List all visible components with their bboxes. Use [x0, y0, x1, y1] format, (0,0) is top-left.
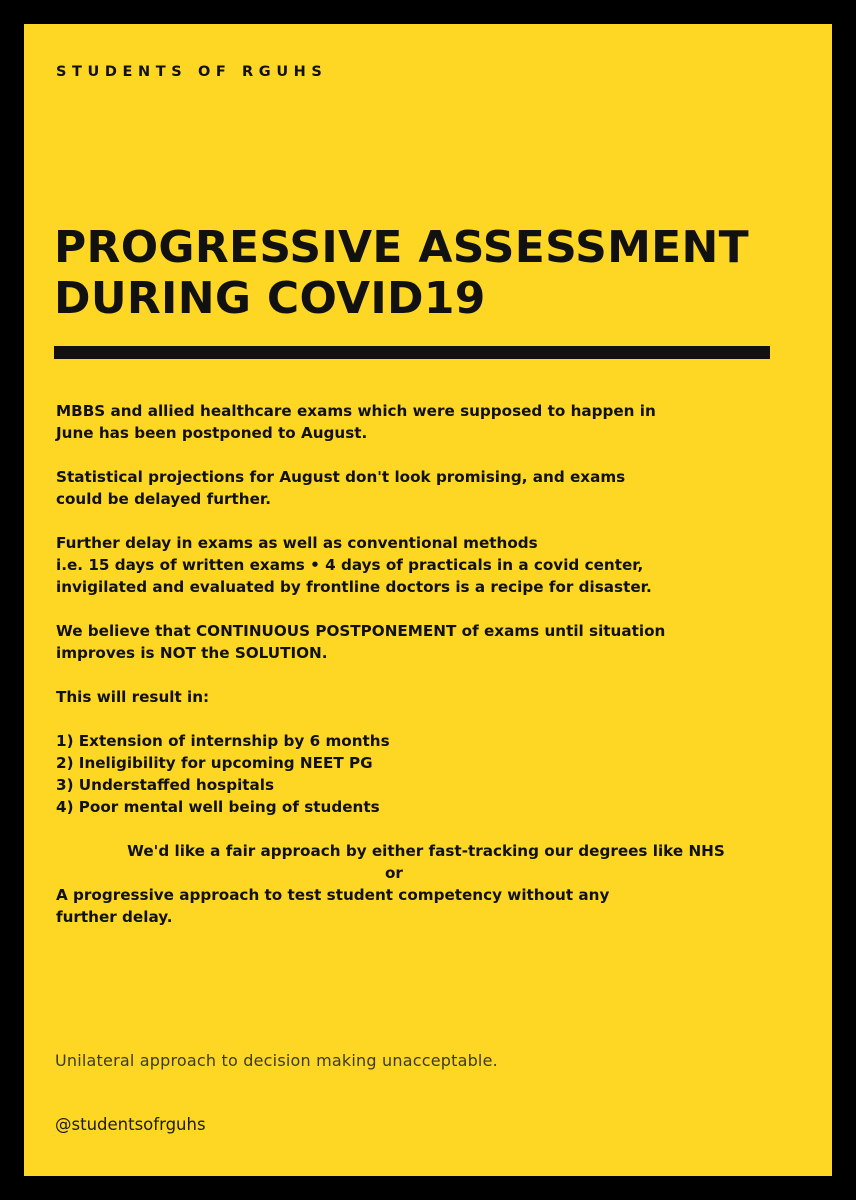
body-line: invigilated and evaluated by frontline doctors is a recipe for disaster. [56, 578, 652, 596]
list-item: 3) Understaffed hospitals [56, 776, 275, 794]
title-line-2: DURING COVID19 [54, 273, 486, 324]
paragraph-gap [56, 510, 796, 532]
body-line: i.e. 15 days of written exams • 4 days of practicals in a covid center, [56, 556, 644, 574]
poster-title [54, 222, 749, 324]
closing-line-3: further delay. [56, 908, 173, 926]
paragraph-gap [56, 664, 796, 686]
closing-or: or [385, 864, 403, 882]
closing-line-2: A progressive approach to test student competency without any [56, 886, 610, 904]
body-line: Statistical projections for August don't look promising, and exams [56, 468, 626, 486]
body-line: MBBS and allied healthcare exams which were supposed to happen in [56, 402, 656, 420]
body-line: could be delayed further. [56, 490, 271, 508]
poster [24, 24, 832, 1176]
body-line: Further delay in exams as well as conventional methods [56, 534, 538, 552]
poster-body [56, 400, 796, 928]
body-line: This will result in: [56, 688, 210, 706]
list-item: 2) Ineligibility for upcoming NEET PG [56, 754, 373, 772]
closing-line-1: We'd like a fair approach by either fast-tracking our degrees like NHS [127, 842, 725, 860]
paragraph-gap [56, 708, 796, 730]
list-item: 1) Extension of internship by 6 months [56, 732, 390, 750]
paragraph-gap [56, 818, 796, 840]
list-item: 4) Poor mental well being of students [56, 798, 380, 816]
body-line: improves is NOT the SOLUTION. [56, 644, 328, 662]
tagline: Unilateral approach to decision making unacceptable. [55, 1051, 498, 1070]
paragraph-gap [56, 444, 796, 466]
body-line: We believe that CONTINUOUS POSTPONEMENT of exams until situation [56, 622, 666, 640]
body-line: June has been postponed to August. [56, 424, 368, 442]
organization-label: STUDENTS OF RGUHS [56, 64, 328, 80]
title-divider [54, 346, 770, 359]
title-line-1: PROGRESSIVE ASSESSMENT [54, 222, 749, 273]
paragraph-gap [56, 598, 796, 620]
social-handle: @studentsofrguhs [55, 1115, 206, 1134]
